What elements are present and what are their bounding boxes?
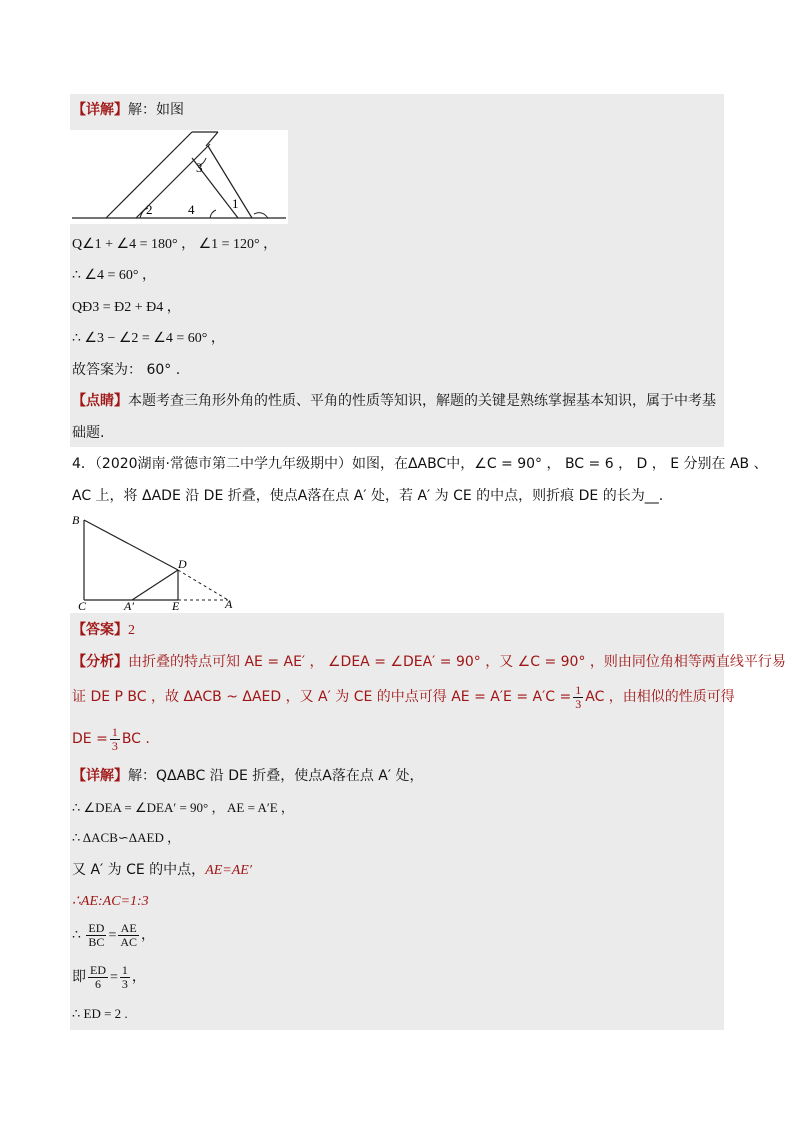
detail2-ji: 即 bbox=[72, 970, 86, 985]
fraction-denominator: 3 bbox=[111, 738, 118, 753]
detail-heading-1 bbox=[72, 100, 184, 120]
sol1-line-3: QÐ3 = Ð2 + Ð4 ， bbox=[72, 300, 181, 315]
comment-line-2: 础题. bbox=[72, 425, 105, 441]
analysis-text-3a: DE = bbox=[72, 731, 108, 747]
sol1-line-2: ∴ ∠4 = 60° ， bbox=[72, 268, 156, 283]
detail2-line-7 bbox=[72, 958, 146, 998]
fraction-numerator: 1 bbox=[121, 963, 128, 978]
question-4-line-2: AC 上，将 ΔADE 沿 DE 折叠，使点A落在点 A′ 处，若 A′ 为 CE 的中点，则折痕 DE 的长为__. bbox=[72, 488, 664, 504]
dashed-DA bbox=[178, 570, 228, 600]
detail2-line-1 bbox=[72, 766, 424, 786]
figure-triangle-fold bbox=[70, 508, 240, 612]
equals-sign: = bbox=[110, 970, 118, 985]
fraction-numerator: 1 bbox=[575, 682, 582, 697]
answer-tag: 【答案】 bbox=[72, 622, 128, 638]
analysis-text-2b: AC ，由相似的性质可得 bbox=[585, 689, 735, 705]
comma: ， bbox=[131, 970, 146, 985]
angle-label-3: 3 bbox=[196, 160, 203, 175]
fraction-numerator: AE bbox=[118, 922, 139, 936]
detail2-tag: 【详解】 bbox=[72, 768, 128, 784]
point-label-B: B bbox=[72, 513, 80, 527]
detail2-line-8: ∴ ED = 2 . bbox=[72, 1006, 128, 1021]
fraction-numerator: 1 bbox=[111, 724, 118, 739]
figure-background bbox=[70, 130, 288, 224]
point-label-C: C bbox=[78, 599, 87, 612]
fraction-denominator: BC bbox=[88, 935, 105, 950]
point-label-A: A bbox=[225, 597, 233, 611]
detail2-text-1: 解：QΔABC 沿 DE 折叠，使点A落在点 A′ 处， bbox=[128, 768, 424, 784]
detail2-line-5: ∴AE:AC=1:3 bbox=[72, 894, 149, 909]
analysis-text-2a: 证 DE P BC ，故 ΔACB ~ ΔAED ，又 A′ 为 CE 的中点可得 AE = A′E = A′C = bbox=[72, 689, 572, 705]
detail2-line-3: ∴ ΔACB∽ΔAED ， bbox=[72, 830, 181, 845]
fraction-one-third-2 bbox=[110, 726, 120, 753]
fraction-denominator: 3 bbox=[575, 696, 582, 711]
analysis-line-2 bbox=[72, 680, 735, 714]
fraction-ed-6 bbox=[88, 964, 108, 991]
detail2-line-6 bbox=[72, 916, 155, 956]
comment-text-1: 本题考查三角形外角的性质、平角的性质等知识，解题的关键是熟练掌握基本知识，属于中考基 bbox=[128, 393, 716, 409]
sol1-line-4: ∴ ∠3 − ∠2 = ∠4 = 60° ， bbox=[72, 331, 225, 346]
detail2-line-2: ∴ ∠DEA = ∠DEA′ = 90° ， AE = A′E ， bbox=[72, 800, 294, 815]
fraction-1-3 bbox=[120, 964, 130, 991]
point-label-D: D bbox=[178, 557, 187, 571]
fraction-ae-ac bbox=[118, 922, 139, 949]
comment-tag: 【点睛】 bbox=[72, 393, 128, 409]
analysis-line-1 bbox=[72, 652, 786, 672]
answer-line bbox=[72, 620, 135, 641]
fraction-one-third bbox=[573, 684, 583, 711]
question-4-line-1: 4．（2020湖南·常德市第二中学九年级期中）如图，在ΔABC中，∠C = 90° ， BC = 6 ， D ， E 分别在 AB 、 bbox=[72, 456, 768, 472]
fraction-numerator: ED bbox=[90, 963, 106, 978]
analysis-text-1: 由折叠的特点可知 AE = AE′ ， ∠DEA = ∠DEA′ = 90° ，又 ∠C = 90° ，则由同位角相等两直线平行易 bbox=[128, 654, 786, 670]
point-label-E: E bbox=[172, 599, 180, 612]
comma: ， bbox=[141, 928, 156, 943]
equals-sign: = bbox=[108, 928, 117, 943]
fraction-denominator: AC bbox=[120, 935, 138, 950]
fraction-numerator: ED bbox=[86, 922, 106, 936]
point-label-A-prime: A′ bbox=[124, 599, 134, 612]
detail-intro: 解：如图 bbox=[128, 102, 184, 118]
detail2-text-4b: AE=AE′ bbox=[205, 863, 252, 878]
fraction-denominator: 6 bbox=[95, 977, 101, 992]
fraction-ed-bc bbox=[86, 922, 106, 949]
answer-value: 2 bbox=[128, 623, 135, 638]
detail2-line-4 bbox=[72, 860, 252, 881]
detail2-text-4a: 又 A′ 为 CE 的中点， bbox=[72, 862, 206, 878]
sol1-line-1: Q∠1 + ∠4 = 180° ， ∠1 = 120° ， bbox=[72, 237, 278, 252]
angle-label-1: 1 bbox=[232, 196, 239, 211]
analysis-text-3b: BC . bbox=[121, 731, 150, 747]
sol1-line-5: 故答案为： 60° . bbox=[72, 362, 181, 378]
analysis-line-3 bbox=[72, 722, 150, 756]
shade-band-2 bbox=[70, 613, 724, 1030]
angle-label-4: 4 bbox=[188, 202, 195, 217]
fraction-denominator: 3 bbox=[121, 977, 128, 992]
analysis-tag: 【分析】 bbox=[72, 654, 128, 670]
segment-DA-prime bbox=[132, 570, 178, 600]
detail2-therefore: ∴ bbox=[72, 928, 81, 943]
comment-line-1 bbox=[72, 391, 716, 411]
figure-parallel-bars bbox=[70, 130, 288, 224]
detail-tag: 【详解】 bbox=[72, 102, 128, 118]
side-BD bbox=[84, 520, 178, 570]
angle-label-2: 2 bbox=[146, 202, 153, 217]
